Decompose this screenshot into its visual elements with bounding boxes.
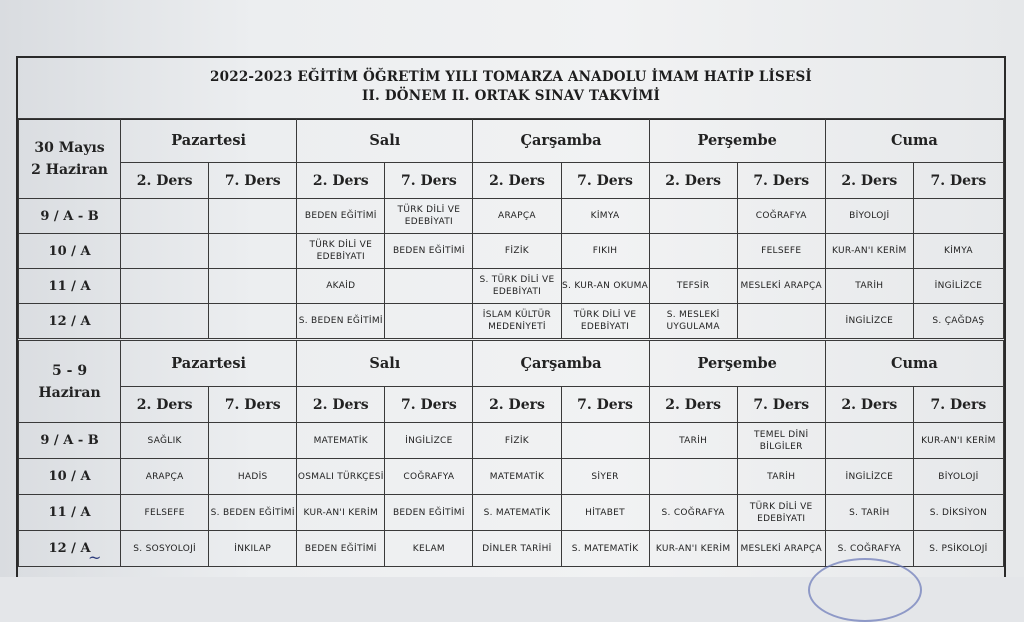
exam-subject-cell: MATEMATİK [297,423,385,459]
exam-subject-cell: DİNLER TARİHİ [473,531,561,567]
schedule-title [18,58,1004,120]
week-2-table [18,340,1004,567]
exam-subject-cell: TÜRK DİLİ VE EDEBİYATI [561,304,649,339]
exam-subject-cell [209,304,297,339]
day-header: Pazartesi [121,119,297,163]
exam-subject-cell: S. MATEMATİK [473,495,561,531]
lesson-header: 2. Ders [825,387,913,423]
exam-subject-cell [121,199,209,234]
exam-subject-cell: HİTABET [561,495,649,531]
lesson-header: 7. Ders [737,387,825,423]
exam-subject-cell: FELSEFE [121,495,209,531]
day-header: Perşembe [649,119,825,163]
exam-subject-cell [649,234,737,269]
exam-subject-cell: S. KUR-AN OKUMA [561,269,649,304]
exam-subject-cell: İSLAM KÜLTÜR MEDENİYETİ [473,304,561,339]
exam-subject-cell: S. BEDEN EĞİTİMİ [297,304,385,339]
exam-subject-cell: MESLEKİ ARAPÇA [737,531,825,567]
period-line: 2 Haziran [31,161,108,178]
exam-subject-cell: S. MATEMATİK [561,531,649,567]
exam-subject-cell [121,269,209,304]
lesson-header: 2. Ders [649,163,737,199]
class-label: 9 / A - B [19,199,121,234]
lesson-header: 7. Ders [209,163,297,199]
exam-subject-cell: KİMYA [561,199,649,234]
exam-subject-cell: S. TARİH [825,495,913,531]
exam-subject-cell: S. COĞRAFYA [649,495,737,531]
exam-subject-cell [825,423,913,459]
lesson-header: 2. Ders [649,387,737,423]
day-header: Çarşamba [473,119,649,163]
exam-subject-cell: S. ÇAĞDAŞ [913,304,1003,339]
exam-subject-cell [385,304,473,339]
exam-subject-cell: TARİH [825,269,913,304]
class-label: 10 / A [19,234,121,269]
exam-subject-cell: ARAPÇA [473,199,561,234]
exam-subject-cell: İNGİLİZCE [913,269,1003,304]
day-header: Cuma [825,341,1003,387]
class-label: 10 / A [19,459,121,495]
exam-subject-cell: TÜRK DİLİ VE EDEBİYATI [385,199,473,234]
exam-subject-cell: KUR-AN'I KERİM [649,531,737,567]
exam-subject-cell: KUR-AN'I KERİM [297,495,385,531]
week-1-table [18,118,1004,339]
class-label: 12 / A [19,531,121,567]
day-header: Perşembe [649,341,825,387]
handwritten-mark: ~ [88,548,102,567]
exam-subject-cell: KİMYA [913,234,1003,269]
exam-subject-cell: ARAPÇA [121,459,209,495]
exam-subject-cell: SAĞLIK [121,423,209,459]
exam-subject-cell: S. BEDEN EĞİTİMİ [209,495,297,531]
exam-subject-cell: İNGİLİZCE [385,423,473,459]
exam-subject-cell: KUR-AN'I KERİM [913,423,1003,459]
exam-subject-cell [121,304,209,339]
class-row [19,304,1004,339]
exam-subject-cell: S. MESLEKİ UYGULAMA [649,304,737,339]
day-header: Cuma [825,119,1003,163]
exam-subject-cell: OSMALI TÜRKÇESİ [297,459,385,495]
exam-subject-cell: TARİH [649,423,737,459]
exam-subject-cell: FİZİK [473,423,561,459]
day-header: Pazartesi [121,341,297,387]
lesson-header: 7. Ders [913,387,1003,423]
exam-schedule-sheet [16,56,1006,577]
exam-subject-cell: BEDEN EĞİTİMİ [297,199,385,234]
exam-subject-cell: S. PSİKOLOJİ [913,531,1003,567]
class-row [19,234,1004,269]
exam-subject-cell: FIKIH [561,234,649,269]
exam-subject-cell: S. TÜRK DİLİ VE EDEBİYATI [473,269,561,304]
exam-subject-cell: TEMEL DİNİ BİLGİLER [737,423,825,459]
class-label: 9 / A - B [19,423,121,459]
lesson-header: 7. Ders [209,387,297,423]
exam-subject-cell: TÜRK DİLİ VE EDEBİYATI [737,495,825,531]
exam-subject-cell: BEDEN EĞİTİMİ [385,495,473,531]
lesson-header: 7. Ders [561,387,649,423]
exam-subject-cell: TÜRK DİLİ VE EDEBİYATI [297,234,385,269]
exam-subject-cell [649,199,737,234]
period-line: Haziran [38,384,101,401]
lesson-header: 7. Ders [561,163,649,199]
exam-subject-cell [385,269,473,304]
lesson-header: 2. Ders [473,163,561,199]
exam-subject-cell: KUR-AN'I KERİM [825,234,913,269]
day-header: Salı [297,341,473,387]
class-row [19,495,1004,531]
exam-subject-cell: FİZİK [473,234,561,269]
title-line-1: 2022-2023 EĞİTİM ÖĞRETİM YILI TOMARZA ANADOLU İMAM HATİP LİSESİ [210,69,812,85]
exam-subject-cell: HADİS [209,459,297,495]
exam-subject-cell [209,234,297,269]
day-header: Salı [297,119,473,163]
exam-subject-cell: BEDEN EĞİTİMİ [385,234,473,269]
exam-subject-cell: BİYOLOJİ [913,459,1003,495]
period-line: 30 Mayıs [34,139,105,156]
class-row [19,269,1004,304]
class-label: 11 / A [19,495,121,531]
exam-subject-cell: SİYER [561,459,649,495]
exam-subject-cell: S. SOSYOLOJİ [121,531,209,567]
class-row [19,459,1004,495]
period-line: 5 - 9 [52,362,88,379]
class-row [19,423,1004,459]
lesson-header: 2. Ders [297,387,385,423]
period-cell [19,119,121,199]
lesson-header: 7. Ders [385,163,473,199]
school-stamp [808,558,922,622]
period-cell [19,341,121,423]
exam-subject-cell: S. COĞRAFYA [825,531,913,567]
lesson-header: 2. Ders [825,163,913,199]
lesson-header: 7. Ders [385,387,473,423]
lesson-header: 7. Ders [737,163,825,199]
exam-subject-cell: S. DİKSİYON [913,495,1003,531]
exam-subject-cell: İNKILAP [209,531,297,567]
day-header: Çarşamba [473,341,649,387]
exam-subject-cell: İNGİLİZCE [825,304,913,339]
exam-subject-cell [209,269,297,304]
exam-subject-cell: AKAİD [297,269,385,304]
exam-subject-cell: COĞRAFYA [385,459,473,495]
class-label: 11 / A [19,269,121,304]
exam-subject-cell: FELSEFE [737,234,825,269]
title-line-2: II. DÖNEM II. ORTAK SINAV TAKVİMİ [362,88,660,104]
exam-subject-cell [209,199,297,234]
exam-subject-cell: TARİH [737,459,825,495]
exam-subject-cell: İNGİLİZCE [825,459,913,495]
class-label: 12 / A [19,304,121,339]
exam-subject-cell: TEFSİR [649,269,737,304]
exam-subject-cell [209,423,297,459]
exam-subject-cell [649,459,737,495]
exam-subject-cell: BEDEN EĞİTİMİ [297,531,385,567]
lesson-header: 2. Ders [473,387,561,423]
exam-subject-cell: COĞRAFYA [737,199,825,234]
class-row [19,199,1004,234]
exam-subject-cell: KELAM [385,531,473,567]
exam-subject-cell: BİYOLOJİ [825,199,913,234]
exam-subject-cell: MATEMATİK [473,459,561,495]
lesson-header: 7. Ders [913,163,1003,199]
exam-subject-cell: MESLEKİ ARAPÇA [737,269,825,304]
exam-subject-cell [121,234,209,269]
lesson-header: 2. Ders [121,163,209,199]
exam-subject-cell [913,199,1003,234]
exam-subject-cell [561,423,649,459]
exam-subject-cell [737,304,825,339]
lesson-header: 2. Ders [297,163,385,199]
lesson-header: 2. Ders [121,387,209,423]
